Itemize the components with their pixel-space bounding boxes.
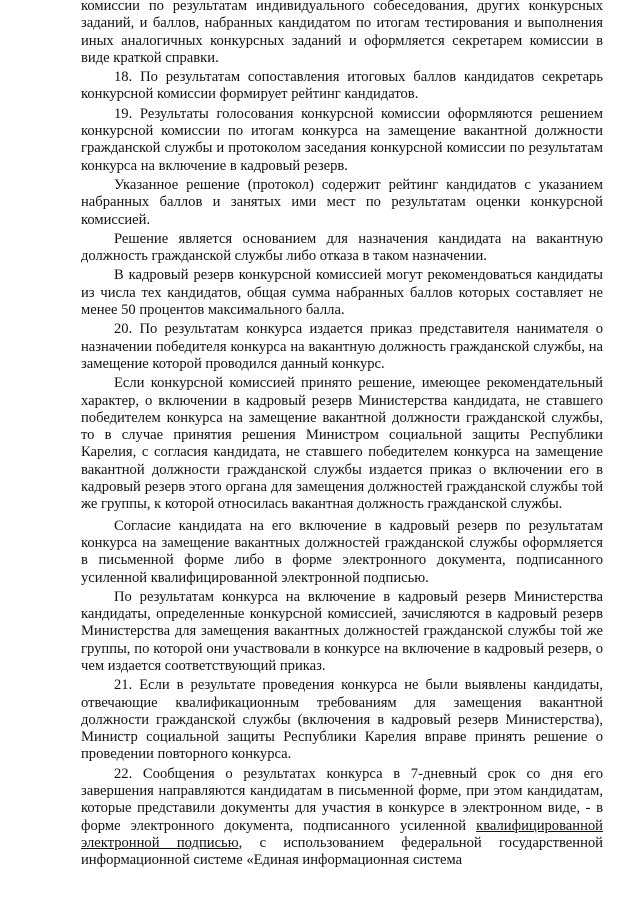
- underlined-phrase: квалифицированной электронной подписью: [81, 817, 603, 851]
- paragraph-22: [81, 766, 603, 870]
- paragraph-21: 21. Если в результате проведения конкурса не были выявлены кандидаты, отвечающие квалификационным требованиям для замещения вакантной должности гражданской службы (включения в кадровый резерв Министерства), Министр социальной защиты Республики Карелия вправе принять решение о проведении повторного конкурса.: [81, 677, 603, 763]
- paragraph-reserve-recommendation: В кадровый резерв конкурсной комиссией могут рекомендоваться кандидаты из числа тех кандидатов, общая сумма набранных баллов которых составляет не менее 50 процентов максимального балла.: [81, 267, 603, 319]
- paragraph-18: 18. По результатам сопоставления итоговых баллов кандидатов секретарь конкурсной комиссии формирует рейтинг кандидатов.: [81, 69, 603, 103]
- paragraph-22-end: , с использованием федеральной государственной информационной системе «Единая информационная система: [81, 834, 603, 869]
- paragraph-reserve-inclusion: Если конкурсной комиссией принято решение, имеющее рекомендательный характер, о включении в кадровый резерв Министерства кандидата, не ставшего победителем конкурса на замещение вакантной должности гражданской службы, то в случае принятия решения Министром социальной защиты Республики Карелия, с согласия кандидата, не ставшего победителем конкурса на замещение вакантной должности гражданской службы издается приказ о включении его в кадровый резерв этого органа для замещения должностей гражданской службы той же группы, к которой относилась вакантная должность гражданской службы.: [81, 375, 603, 513]
- paragraph-22-start: 22. Сообщения о результатах конкурса в 7-дневный срок со дня его завершения направляются кандидатам в письменной форме, при этом кандидатам, которые представили документы для участия в конкурсе в электронном виде, - в форме электронного документа, подписанного усиленной: [81, 765, 603, 834]
- paragraph-consent: Согласие кандидата на его включение в кадровый резерв по результатам конкурса на замещение вакантных должностей гражданской службы оформляется в письменной форме либо в форме электронного документа, подписанного усиленной квалифицированной электронной подписью.: [81, 517, 603, 586]
- paragraph-20: 20. По результатам конкурса издается приказ представителя нанимателя о назначении победителя конкурса на вакантную должность гражданской службы, на замещение которой проводился данный конкурс.: [81, 321, 603, 372]
- paragraph-reserve-enrollment: По результатам конкурса на включение в кадровый резерв Министерства кандидаты, определенные конкурсной комиссией, зачисляются в кадровый резерв Министерства для замещения вакантных должностей гражданской службы той же группы, по которой они участвовали в конкурсе на включение в кадровый резерв, о чем издается соответствующий приказ.: [81, 588, 603, 674]
- paragraph-continuation: комиссии по результатам индивидуального собеседования, других конкурсных заданий, и баллов, набранных кандидатом по итогам тестирования и выполнения иных аналогичных конкурсных заданий и оформляется секретарем комиссии в виде краткой справки.: [81, 0, 603, 66]
- paragraph-decision-protocol: Указанное решение (протокол) содержит рейтинг кандидатов с указанием набранных баллов и занятых ими мест по результатам оценки конкурсной комиссией.: [81, 176, 603, 228]
- paragraph-decision-basis: Решение является основанием для назначения кандидата на вакантную должность гражданской службы либо отказа в таком назначении.: [81, 230, 603, 265]
- paragraph-19: 19. Результаты голосования конкурсной комиссии оформляются решением конкурсной комиссии по итогам конкурса на замещение вакантной должности гражданской службы и протоколом заседания конкурсной комиссии по результатам конкурса на включение в кадровый резерв.: [81, 105, 603, 174]
